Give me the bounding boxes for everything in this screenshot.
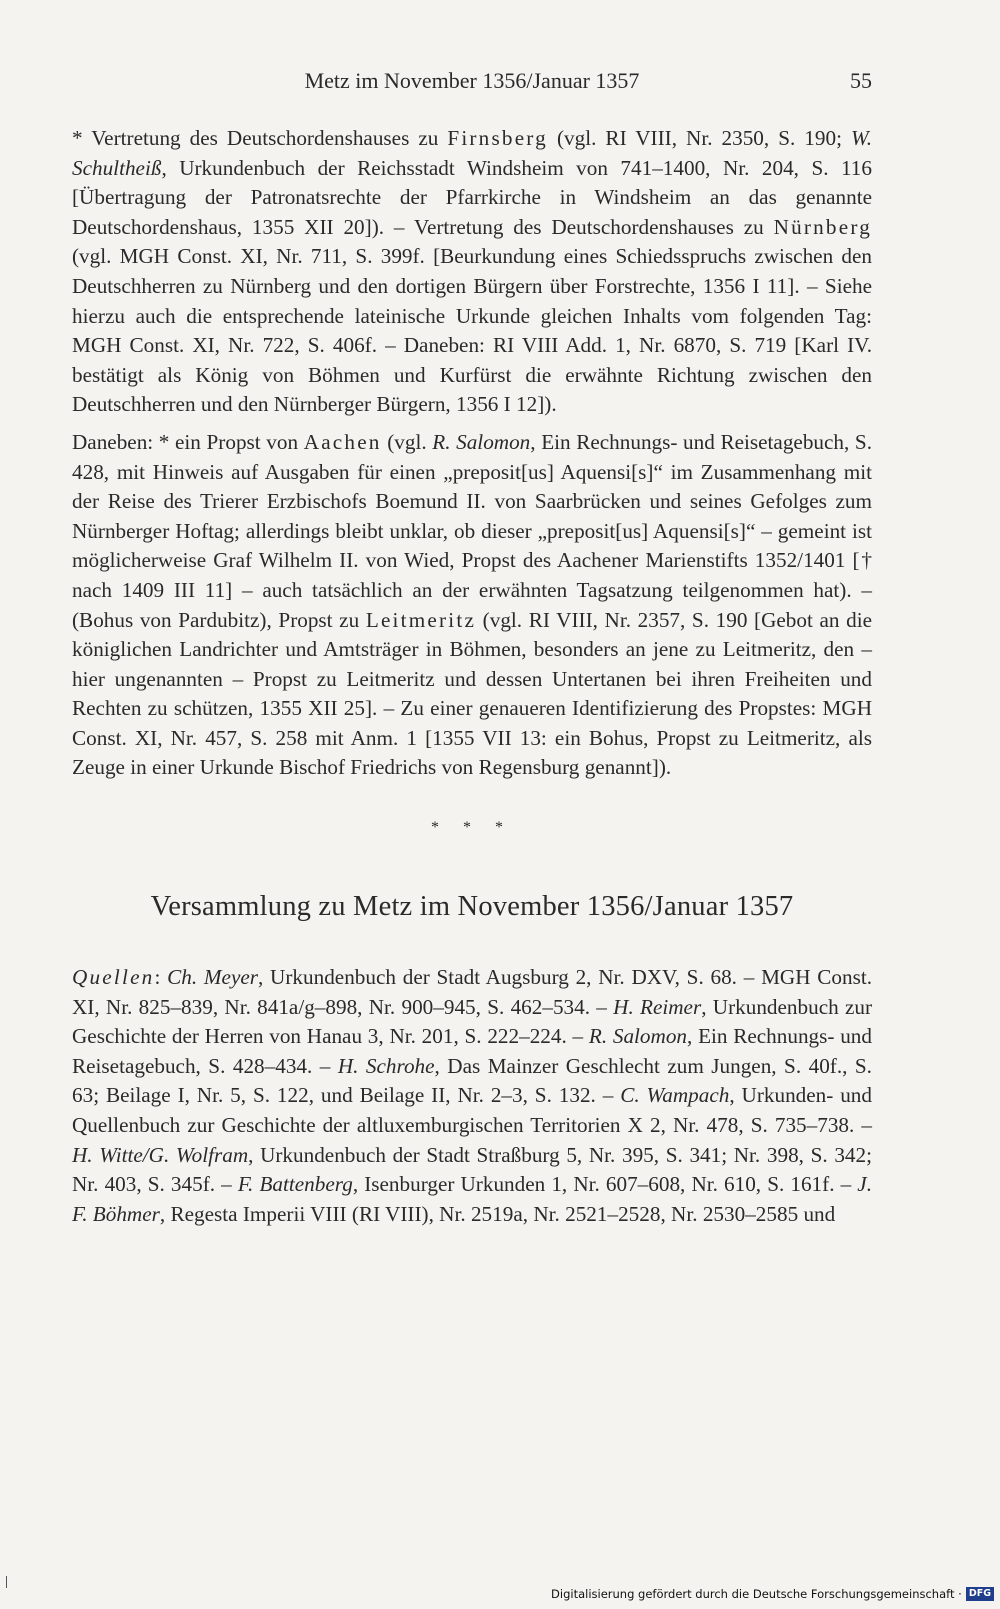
author-name: J. F. Böhmer bbox=[72, 1172, 872, 1226]
running-title: Metz im November 1356/Januar 1357 bbox=[304, 68, 640, 93]
text-run: , Urkunden- und Quellenbuch zur Geschichte der altluxemburgischen Territorien X 2, Nr. 478, S. 735–738. – bbox=[72, 1083, 872, 1138]
place-name: Leitmeritz bbox=[365, 607, 477, 632]
dfg-logo-icon: DFG bbox=[966, 1587, 994, 1601]
text-run: Daneben: * ein Propst von bbox=[72, 429, 304, 454]
page-number: 55 bbox=[850, 68, 872, 93]
text-run: , Urkundenbuch zur Geschichte der Herren von Hanau 3, Nr. 201, S. 222–224. – bbox=[72, 994, 873, 1049]
digitization-credit bbox=[551, 1586, 994, 1602]
section-divider-asterisks: * * * bbox=[431, 819, 513, 837]
author-name: C. Wampach bbox=[620, 1083, 730, 1108]
text-run: , Das Mainzer Geschlecht zum Jungen, S. 40f., S. 63; Beilage I, Nr. 5, S. 122, und Beilage II, Nr. 2–3, S. 132. – bbox=[72, 1053, 872, 1108]
page-content bbox=[72, 124, 872, 1229]
text-run: , Ein Rechnungs- und Reisetagebuch, S. 428–434. – bbox=[72, 1024, 872, 1078]
text-run: (vgl. RI VIII, Nr. 2357, S. 190 [Gebot an die königlichen Landrichter und Amtsträger in Böhmen, besonders an jene zu Leitmeritz, den – hier ungenannten – Propst zu Leitmeritz und dessen Untertanen bei ihren Freiheiten und Rechten zu schützen, 1355 XII 25]. – Zu einer genaueren Identifizierung des Propstes: MGH Const. XI, Nr. 457, S. 258 mit Anm. 1 [1355 VII 13: ein Bohus, Propst zu Leitmeritz, als Zeuge in einer Urkunde Bischof Friedrichs von Regensburg genannt]). bbox=[72, 607, 872, 780]
text-run: , Urkundenbuch der Stadt Augsburg 2, Nr. DXV, S. 68. – MGH Const. XI, Nr. 825–839, Nr. 841a/g–898, Nr. 900–945, S. 462–534. – bbox=[72, 965, 873, 1019]
credit-text: Digitalisierung gefördert durch die Deutsche Forschungsgemeinschaft · bbox=[551, 1587, 962, 1601]
author-name: W. Schultheiß bbox=[72, 126, 872, 180]
running-head bbox=[72, 68, 872, 100]
place-name: Aachen bbox=[303, 429, 382, 454]
place-name: Nürnberg bbox=[773, 214, 872, 239]
sources-label: Quellen bbox=[72, 965, 155, 990]
paragraph-nuernberg bbox=[72, 124, 872, 420]
author-name: H. Reimer bbox=[613, 994, 702, 1019]
text-run: * Vertretung des Deutschordenshauses zu bbox=[72, 126, 448, 150]
author-name: H. Witte/G. Wolfram bbox=[72, 1142, 249, 1167]
text-run: : bbox=[154, 965, 168, 990]
author-name: R. Salomon bbox=[432, 429, 531, 454]
author-name: F. Battenberg bbox=[237, 1172, 353, 1197]
place-name: Firnsberg bbox=[447, 126, 548, 150]
text-run: , Urkundenbuch der Stadt Straßburg 5, Nr. 395, S. 341; Nr. 398, S. 342; Nr. 403, S. 345f. – bbox=[72, 1142, 872, 1197]
author-name: R. Salomon bbox=[588, 1024, 688, 1049]
sources-paragraph bbox=[72, 963, 872, 1229]
text-run: (vgl. MGH Const. XI, Nr. 711, S. 399f. [Beurkundung eines Schiedsspruchs zwischen den Deutschherren zu Nürnberg und den dortigen Bürgern über Forstrechte, 1356 I 11]. – Siehe hierzu auch die entsprechende lateinische Urkunde gleichen Inhalts vom folgenden Tag: MGH Const. XI, Nr. 722, S. 406f. – Daneben: RI VIII Add. 1, Nr. 6870, S. 719 [Karl IV. bestätigt als König von Böhmen und Kurfürst die erwähnte Richtung zwischen den Deutschherren und den Nürnberger Bürgern, 1356 I 12]). bbox=[72, 244, 872, 417]
text-run: (vgl. RI VIII, Nr. 2350, S. 190; bbox=[547, 126, 851, 150]
text-run: (vgl. bbox=[381, 429, 433, 454]
author-name: Ch. Meyer bbox=[167, 965, 259, 990]
text-run: , Ein Rechnungs- und Reisetagebuch, S. 428, mit Hinweis auf Ausgaben für einen „preposit[us] Aquensi[s]“ im Zusammenhang mit der Reise des Trierer Erzbischofs Boemund II. von Saarbrücken und seines Gefolges zum Nürnberger Hoftag; allerdings bleibt unklar, ob dieser „preposit[us] Aquensi[s]“ – gemeint ist möglicherweise Graf Wilhelm II. von Wied, Propst des Aachener Marienstifts 1352/1401 [† nach 1409 III 11] – auch tatsächlich an der erwähnten Tagsatzung teilgenommen hat). – (Bohus von Pardubitz), Propst zu bbox=[72, 429, 872, 632]
text-run: , Urkundenbuch der Reichsstadt Windsheim von 741–1400, Nr. 204, S. 116 [Übertragung der Patronatsrechte der Pfarrkirche in Windsheim an das genannte Deutschordenshaus, 1355 XII 20]). – Vertretung des Deutschordenshauses zu bbox=[72, 155, 872, 239]
text-run: , Regesta Imperii VIII (RI VIII), Nr. 2519a, Nr. 2521–2528, Nr. 2530–2585 und bbox=[159, 1201, 836, 1226]
paragraph-aachen-leitmeritz bbox=[72, 428, 872, 783]
section-heading: Versammlung zu Metz im November 1356/Januar 1357 bbox=[150, 891, 794, 923]
text-run: , Isenburger Urkunden 1, Nr. 607–608, Nr. 610, S. 161f. – bbox=[352, 1172, 858, 1197]
author-name: H. Schrohe bbox=[337, 1053, 435, 1078]
scan-edge-mark bbox=[6, 1576, 7, 1588]
